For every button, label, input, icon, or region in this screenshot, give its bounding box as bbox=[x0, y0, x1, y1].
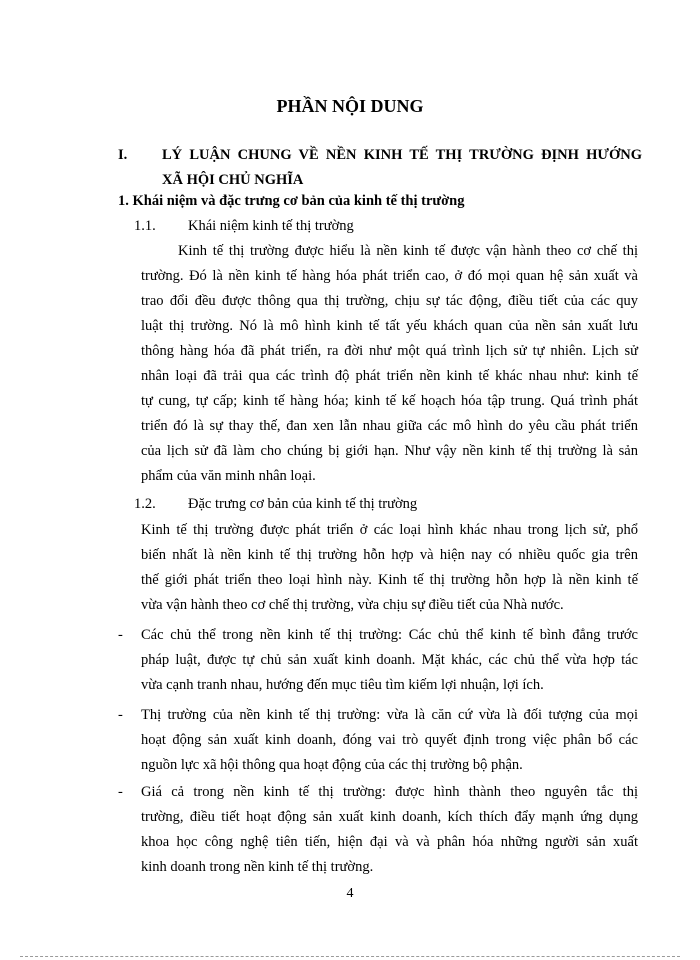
section-number: I. bbox=[118, 147, 128, 163]
subsubsection-number: 1.2. bbox=[134, 496, 156, 512]
bullet-marker: - bbox=[118, 784, 123, 800]
subsubsection-title: Khái niệm kinh tế thị trường bbox=[188, 218, 354, 234]
page-title: PHẦN NỘI DUNG bbox=[276, 96, 424, 116]
bullet-line: Thị trường của nền kinh tế thị trường: vừa là căn cứ vừa là đối tượng của mọi bbox=[141, 707, 638, 723]
paragraph-line: tự cung, tự cấp; kinh tế hàng hóa; kinh tế kế hoạch hóa tập trung. Quá trình phát bbox=[141, 393, 638, 409]
paragraph-line: trao đổi đều được thông qua thị trường, chịu sự tác động, điều tiết của các quy bbox=[141, 293, 638, 309]
subsection-heading: 1. Khái niệm và đặc trưng cơ bản của kinh tế thị trường bbox=[118, 193, 465, 209]
bullet-line: khoa học công nghệ tiên tiến, hiện đại và và phân hóa những người sản xuất bbox=[141, 834, 638, 850]
paragraph-line: triển đó là sự thay thế, đan xen lẫn nhau giữa các mô hình do yêu cầu phát triển bbox=[141, 418, 638, 434]
subsubsection-heading-1-1 bbox=[134, 218, 354, 235]
section-title-line-2: XÃ HỘI CHỦ NGHĨA bbox=[162, 172, 304, 188]
page-break-rule bbox=[20, 956, 680, 957]
paragraph-line: luật thị trường. Nó là mô hình kinh tế tất yếu khách quan của nền sản xuất lưu bbox=[141, 318, 638, 334]
paragraph-line: nhân loại đã trải qua các trình độ phát triển nền kinh tế khác nhau như: kinh tế bbox=[141, 368, 638, 384]
bullet-line: vừa cạnh tranh nhau, hướng đến mục tiêu tìm kiếm lợi nhuận, lợi ích. bbox=[141, 677, 544, 693]
bullet-marker: - bbox=[118, 707, 123, 723]
bullet-line: trường, điều tiết hoạt động sản xuất kinh doanh, kích thích đẩy mạnh ứng dụng bbox=[141, 809, 638, 825]
paragraph-line: thế giới phát triển theo loại hình này. Kinh tế thị trường hỗn hợp là nền kinh tế bbox=[141, 572, 638, 588]
paragraph-line: của lịch sử đã làm cho chúng bị giới hạn. Như vậy nền kinh tế thị trường là sản bbox=[141, 443, 638, 459]
paragraph-line: thông hàng hóa đã phát triển, ra đời như một quá trình lịch sử tự nhiên. Lịch sử bbox=[141, 343, 638, 359]
subsubsection-heading-1-2 bbox=[134, 496, 417, 513]
paragraph-line: Kinh tế thị trường được phát triển ở các loại hình khác nhau trong lịch sử, phổ bbox=[141, 522, 638, 538]
bullet-line: kinh doanh trong nền kinh tế thị trường. bbox=[141, 859, 374, 875]
paragraph-line: trường. Đó là nền kinh tế hàng hóa phát triển cao, ở đó mọi quan hệ sản xuất và bbox=[141, 268, 638, 284]
bullet-line: Giá cả trong nền kinh tế thị trường: được hình thành theo nguyên tắc thị bbox=[141, 784, 638, 800]
section-title-line-1: LÝ LUẬN CHUNG VỀ NỀN KINH TẾ THỊ TRƯỜNG ĐỊNH HƯỚNG bbox=[162, 147, 642, 163]
bullet-line: nguồn lực xã hội thông qua hoạt động của các thị trường bộ phận. bbox=[141, 757, 523, 773]
paragraph-line: biến nhất là nền kinh tế thị trường hỗn hợp và hiện nay có nhiều quốc gia trên bbox=[141, 547, 638, 563]
page-number: 4 bbox=[346, 886, 354, 901]
paragraph-line: Kinh tế thị trường được hiểu là nền kinh tế được vận hành theo cơ chế thị bbox=[178, 243, 638, 259]
paragraph-line: vừa vận hành theo cơ chế thị trường, vừa chịu sự điều tiết của Nhà nước. bbox=[141, 597, 564, 613]
subsubsection-title: Đặc trưng cơ bản của kinh tế thị trường bbox=[188, 496, 418, 512]
bullet-line: hoạt động sản xuất kinh doanh, đóng vai trò quyết định trong việc phân bổ các bbox=[141, 732, 638, 748]
paragraph-line: phẩm của văn minh nhân loại. bbox=[141, 468, 316, 484]
bullet-line: Các chủ thể trong nền kinh tế thị trường: Các chủ thể kinh tế bình đẳng trước bbox=[141, 627, 638, 643]
subsubsection-number: 1.1. bbox=[134, 218, 156, 234]
bullet-line: pháp luật, được tự chủ sản xuất kinh doanh. Mặt khác, các chủ thể vừa hợp tác bbox=[141, 652, 638, 668]
bullet-marker: - bbox=[118, 627, 123, 643]
